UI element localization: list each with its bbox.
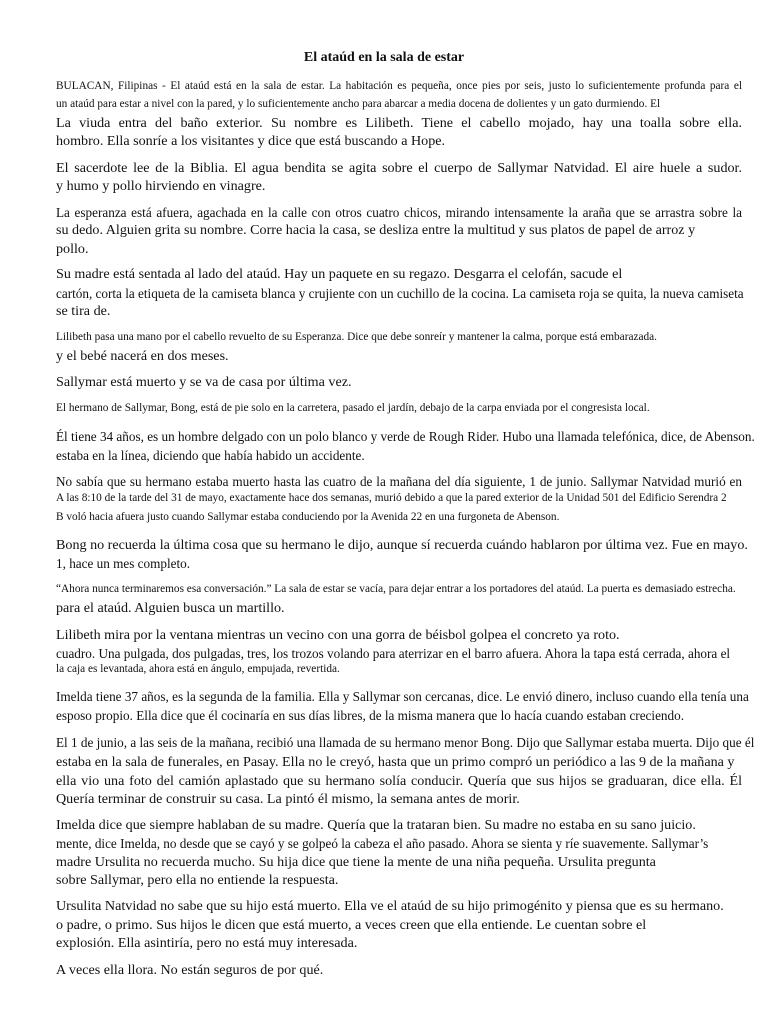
text-line: explosión. Ella asintiría, pero no está muy interesada.	[56, 935, 358, 951]
text-line: estaba en la sala de funerales, en Pasay. Ella no le creyó, hasta que un primo compró un periódico a las 9 de la mañana y	[56, 754, 735, 770]
text-line: hombro. Ella sonríe a los visitantes y dice que está buscando a Hope.	[56, 133, 446, 149]
text-line: Él tiene 34 años, es un hombre delgado con un polo blanco y verde de Rough Rider. Hubo una llamada telefónica, dice, de Abenson.	[56, 429, 755, 444]
text-line: “Ahora nunca terminaremos esa conversación.” La sala de estar se vacía, para dejar entrar a los portadores del ataúd. La puerta es demasiado estrecha.	[56, 583, 736, 595]
text-line: o padre, o primo. Sus hijos le dicen que está muerto, a veces creen que ella entiende. Le cuentan sobre el	[56, 917, 647, 933]
text-line: para el ataúd. Alguien busca un martillo.	[56, 600, 285, 616]
text-line: El hermano de Sallymar, Bong, está de pie solo en la carretera, pasado el jardín, debajo de la carpa enviada por el congresista local.	[56, 402, 650, 414]
text-line: se tira de.	[56, 303, 111, 319]
text-line: El sacerdote lee de la Biblia. El agua bendita se agita sobre el cuerpo de Sallymar Natvidad. El aire huele a sudor.	[56, 160, 742, 176]
text-line: Su madre está sentada al lado del ataúd. Hay un paquete en su regazo. Desgarra el celofán, sacude el	[56, 266, 623, 282]
text-line: esposo propio. Ella dice que él cocinaría en sus días libres, de la misma manera que lo hacía cuando estaban creciendo.	[56, 708, 685, 723]
text-line: A las 8:10 de la tarde del 31 de mayo, exactamente hace dos semanas, murió debido a que la pared exterior de la Unidad 501 del Edificio Serendra 2	[56, 492, 727, 504]
text-line: mente, dice Imelda, no desde que se cayó y se golpeó la cabeza el año pasado. Ahora se sienta y ríe suavemente. Sallymar’s	[56, 836, 709, 851]
text-line: madre Ursulita no recuerda mucho. Su hija dice que tiene la mente de una niña pequeña. Ursulita pregunta	[56, 854, 656, 870]
text-line: Imelda tiene 37 años, es la segunda de la familia. Ella y Sallymar son cercanas, dice. Le envió dinero, incluso cuando ella tenía una	[56, 689, 749, 704]
text-line: y el bebé nacerá en dos meses.	[56, 348, 229, 364]
text-line: A veces ella llora. No están seguros de por qué.	[56, 962, 324, 978]
article-title: El ataúd en la sala de estar	[303, 50, 465, 65]
text-line: cuadro. Una pulgada, dos pulgadas, tres, los trozos volando para aterrizar en el barro afuera. Ahora la tapa está cerrada, ahora el	[56, 646, 731, 661]
text-line: sobre Sallymar, pero ella no entiende la respuesta.	[56, 872, 339, 888]
text-line: un ataúd para estar a nivel con la pared, y lo suficientemente ancho para abarcar a media docena de dolientes y un gato durmiendo. El	[56, 98, 661, 110]
text-line: Lilibeth pasa una mano por el cabello revuelto de su Esperanza. Dice que debe sonreír y mantener la calma, porque está embarazada.	[56, 331, 657, 343]
text-line: Bong no recuerda la última cosa que su hermano le dijo, aunque sí recuerda cuándo hablaron por última vez. Fue en mayo.	[56, 537, 748, 553]
text-line: y humo y pollo hirviendo en vinagre.	[56, 178, 266, 194]
text-line: cartón, corta la etiqueta de la camiseta blanca y crujiente con un cuchillo de la cocina. La camiseta roja se quita, la nueva camiseta	[56, 286, 744, 301]
text-line: ella vio una foto del camión aplastado que su hermano solía conducir. Quería que sus hijos se graduaran, dice ella. Él	[56, 773, 742, 789]
text-line: No sabía que su hermano estaba muerto hasta las cuatro de la mañana del día siguiente, 1 de junio. Sallymar Natvidad murió en	[56, 474, 742, 489]
text-line: la caja es levantada, ahora está en ángulo, empujada, revertida.	[56, 663, 340, 675]
text-line: estaba en la línea, diciendo que había habido un accidente.	[56, 448, 365, 463]
text-line: Imelda dice que siempre hablaban de su madre. Quería que la trataran bien. Su madre no estaba en su sano juicio.	[56, 817, 696, 833]
text-line: Sallymar está muerto y se va de casa por última vez.	[56, 374, 352, 390]
text-line: Ursulita Natvidad no sabe que su hijo está muerto. Ella ve el ataúd de su hijo primogénito y piensa que es su hermano.	[56, 898, 724, 914]
text-line: su dedo. Alguien grita su nombre. Corre hacia la casa, se desliza entre la multitud y sus platos de papel de arroz y	[56, 222, 696, 238]
text-line: B voló hacia afuera justo cuando Sallymar estaba conduciendo por la Avenida 22 en una furgoneta de Abenson.	[56, 511, 560, 523]
text-line: 1, hace un mes completo.	[56, 556, 191, 571]
text-line: BULACAN, Filipinas - El ataúd está en la sala de estar. La habitación es pequeña, once pies por seis, justo lo suficientemente profunda para el	[56, 80, 742, 92]
text-line: La esperanza está afuera, agachada en la calle con otros cuatro chicos, mirando intensamente la araña que se arrastra sobre la	[56, 205, 742, 220]
text-line: Lilibeth mira por la ventana mientras un vecino con una gorra de béisbol golpea el concreto ya roto.	[56, 627, 620, 643]
text-line: Quería terminar de construir su casa. La pintó él mismo, la semana antes de morir.	[56, 791, 520, 807]
text-line: El 1 de junio, a las seis de la mañana, recibió una llamada de su hermano menor Bong. Dijo que Sallymar estaba muerta. Dijo que él	[56, 735, 755, 750]
text-line: La viuda entra del baño exterior. Su nombre es Lilibeth. Tiene el cabello mojado, hay una toalla sobre ella.	[56, 115, 742, 131]
text-line: pollo.	[56, 241, 89, 257]
